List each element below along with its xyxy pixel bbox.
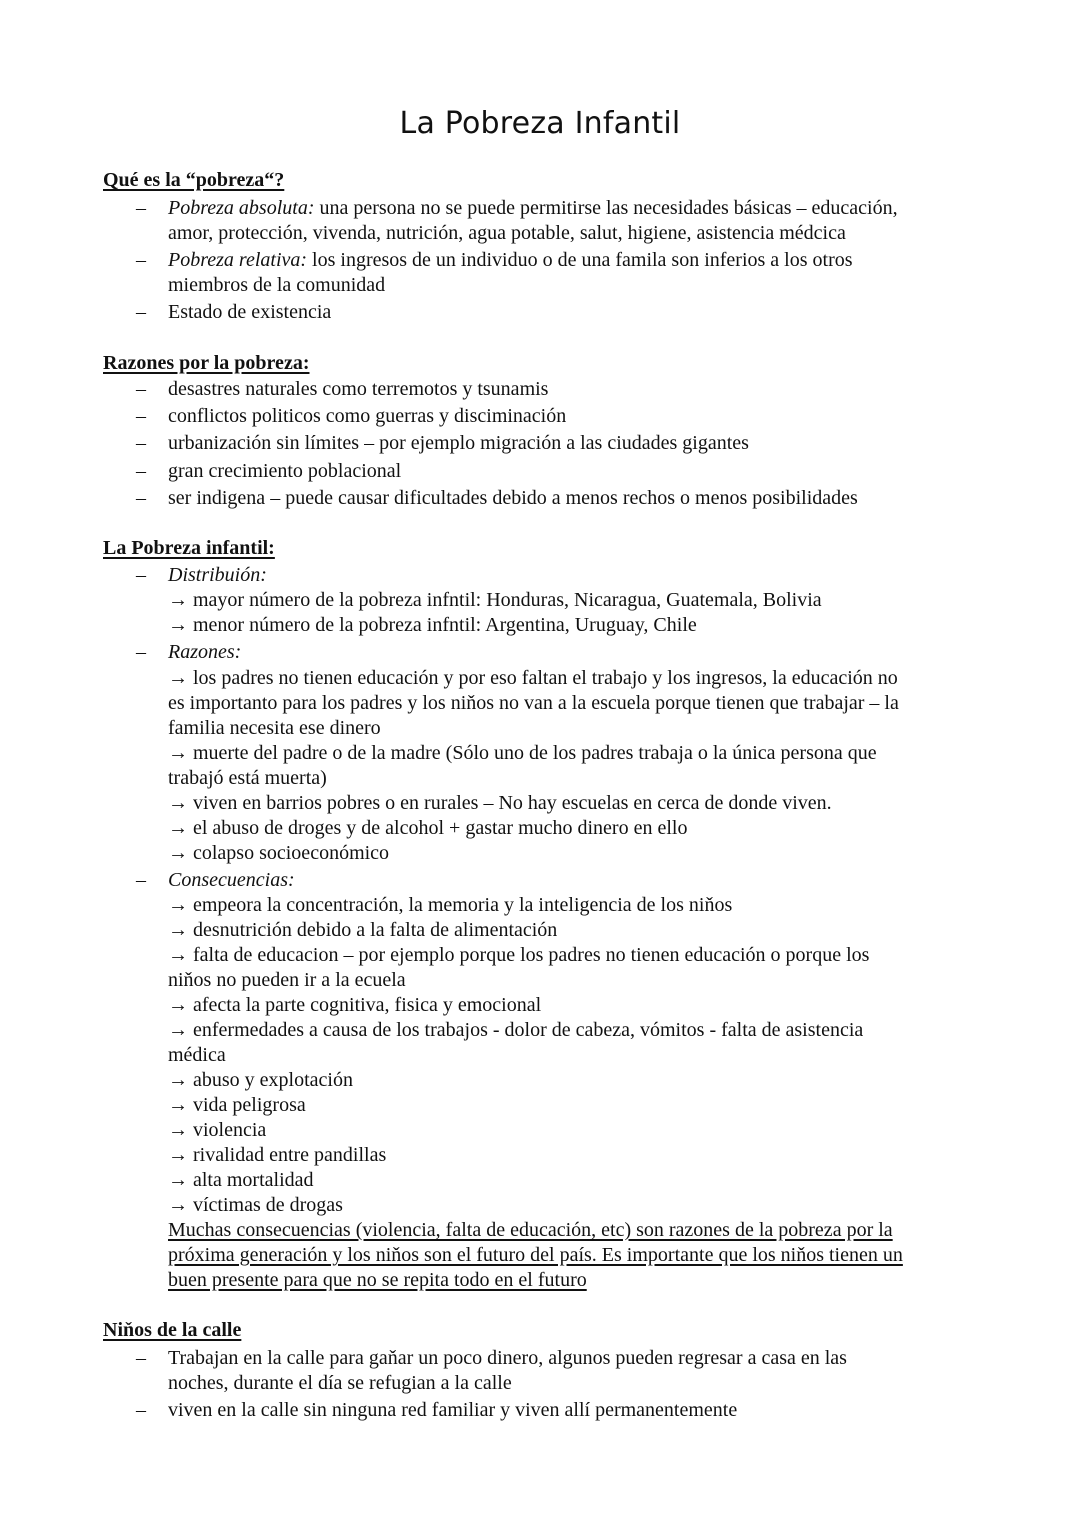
- text-line: → abuso y explotación: [168, 1069, 353, 1091]
- text-line: → falta de educacion – por ejemplo porque los padres no tienen educación o porque los: [168, 944, 870, 966]
- list-item: desastres naturales como terremotos y tsunamis: [168, 378, 549, 400]
- section-heading-ninos-calle: Niňos de la calle: [103, 1319, 242, 1341]
- bullet-dash: –: [136, 405, 146, 427]
- text-line: → mayor número de la pobreza infntil: Honduras, Nicaragua, Guatemala, Bolivia: [168, 589, 822, 611]
- list-item: viven en la calle sin ninguna red familiar y viven allí permanentemente: [168, 1399, 738, 1421]
- text-line: niňos no pueden ir a la ecuela: [168, 969, 406, 991]
- text-line: noches, durante el día se refugian a la calle: [168, 1372, 512, 1394]
- list-item: Trabajan en la calle para gaňar un poco dinero, algunos pueden regresar a casa en las: [168, 1347, 847, 1369]
- bullet-pobreza-relativa: [168, 248, 853, 273]
- text-line: → afecta la parte cognitiva, fisica y emocional: [168, 994, 542, 1016]
- text-line: trabajó está muerta): [168, 767, 327, 789]
- text-line: → los padres no tienen educación y por eso faltan el trabajo y los ingresos, la educación no: [168, 667, 898, 689]
- text-line: → alta mortalidad: [168, 1169, 314, 1191]
- text-line: → el abuso de droges y de alcohol + gastar mucho dinero en ello: [168, 817, 688, 839]
- summary-line: próxima generación y los niňos son el futuro del país. Es importante que los niňos tienen un: [168, 1244, 903, 1266]
- list-item: gran crecimiento poblacional: [168, 460, 402, 482]
- bullet-estado-existencia: Estado de existencia: [168, 301, 332, 323]
- summary-line: buen presente para que no se repita todo en el futuro: [168, 1269, 587, 1291]
- bullet-pobreza-absoluta: [168, 196, 898, 221]
- list-item: ser indigena – puede causar dificultades debido a menos rechos o menos posibilidades: [168, 487, 858, 509]
- section-heading-razones: Razones por la pobreza:: [103, 352, 310, 374]
- bullet-dash: –: [136, 378, 146, 400]
- bullet-dash: –: [136, 869, 146, 891]
- bullet-dash: –: [136, 1347, 146, 1369]
- text-line: → menor número de la pobreza infntil: Argentina, Uruguay, Chile: [168, 614, 697, 636]
- text-line: amor, protección, vivenda, nutrición, agua potable, salut, higiene, asistencia médcica: [168, 222, 846, 244]
- bullet-dash: –: [136, 301, 146, 323]
- summary-line: Muchas consecuencias (violencia, falta de educación, etc) son razones de la pobreza por la: [168, 1219, 893, 1241]
- list-item: urbanización sin límites – por ejemplo migración a las ciudades gigantes: [168, 432, 749, 454]
- bullet-dash: –: [136, 432, 146, 454]
- term-label: Pobreza relativa:: [168, 249, 308, 271]
- text-line: → colapso socioeconómico: [168, 842, 390, 864]
- text-line: médica: [168, 1044, 226, 1066]
- subheading-consecuencias: Consecuencias:: [168, 869, 295, 891]
- bullet-dash: –: [136, 249, 146, 271]
- subheading-razones: Razones:: [168, 641, 242, 663]
- bullet-dash: –: [136, 564, 146, 586]
- text-line: → enfermedades a causa de los trabajos - dolor de cabeza, vómitos - falta de asistencia: [168, 1019, 864, 1041]
- bullet-dash: –: [136, 487, 146, 509]
- text-line: → víctimas de drogas: [168, 1194, 343, 1216]
- text-line: → empeora la concentración, la memoria y la inteligencia de los niňos: [168, 894, 733, 916]
- section-heading-pobreza-infantil: La Pobreza infantil:: [103, 537, 275, 559]
- list-item: conflictos politicos como guerras y disciminación: [168, 405, 567, 427]
- text-line: → desnutrición debido a la falta de alimentación: [168, 919, 558, 941]
- term-text: una persona no se puede permitirse las necesidades básicas – educación,: [314, 197, 898, 219]
- bullet-dash: –: [136, 641, 146, 663]
- bullet-dash: –: [136, 460, 146, 482]
- section-heading-que-es-pobreza: Qué es la “pobreza“?: [103, 169, 285, 191]
- term-label: Pobreza absoluta:: [168, 197, 315, 219]
- text-line: → vida peligrosa: [168, 1094, 306, 1116]
- text-line: → rivalidad entre pandillas: [168, 1144, 387, 1166]
- text-line: es importanto para los padres y los niňos no van a la escuela porque tienen que trabajar – la: [168, 692, 899, 714]
- bullet-dash: –: [136, 1399, 146, 1421]
- text-line: → muerte del padre o de la madre (Sólo uno de los padres trabaja o la única persona que: [168, 742, 877, 764]
- page-title: La Pobreza Infantil: [399, 106, 681, 141]
- text-line: → violencia: [168, 1119, 267, 1141]
- bullet-dash: –: [136, 197, 146, 219]
- text-line: → viven en barrios pobres o en rurales – No hay escuelas en cerca de donde viven.: [168, 792, 832, 814]
- text-line: miembros de la comunidad: [168, 274, 386, 296]
- text-line: familia necesita ese dinero: [168, 717, 381, 739]
- term-text: los ingresos de un individuo o de una famila son inferios a los otros: [307, 249, 853, 271]
- subheading-distribucion: Distribuión:: [168, 564, 267, 586]
